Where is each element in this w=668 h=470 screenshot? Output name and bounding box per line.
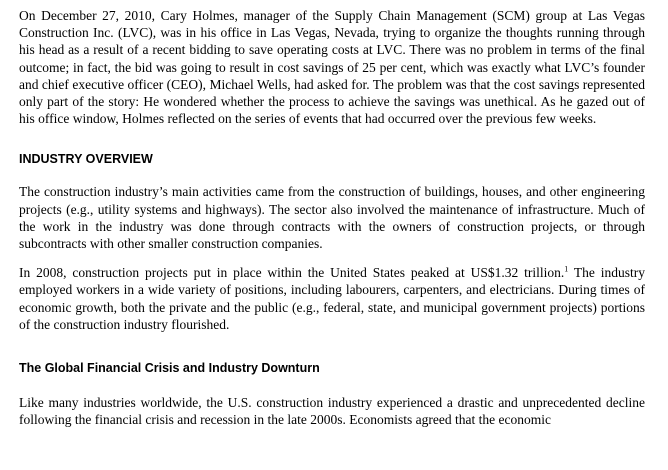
industry-activities-paragraph: The construction industry’s main activities came from the construction of buildings, houses, and other engineering projects (e.g., utility systems and highways). The sector also involved the maintenance of infrastructure. Much of the work in the industry was done through contracts with the owners of construction projects, or through subcontracts with other smaller construction companies. [19,184,645,252]
intro-paragraph: On December 27, 2010, Cary Holmes, manager of the Supply Chain Management (SCM) group at Las Vegas Construction Inc. (LVC), was in his office in Las Vegas, Nevada, trying to organize the thoughts running through his head as a result of a recent bidding to save operating costs at LVC. There was no problem in terms of the final outcome; in fact, the bid was going to result in cost savings of 25 per cent, which was exactly what LVC’s founder and chief executive officer (CEO), Michael Wells, had asked for. The problem was that the cost savings represented only part of the story: He wondered whether the process to achieve the savings was unethical. As he gazed out of his office window, Holmes reflected on the series of events that had occurred over the previous few weeks. [19,8,645,127]
global-crisis-heading: The Global Financial Crisis and Industry Downturn [19,361,320,376]
industry-size-paragraph [19,264,645,333]
document-page [19,7,645,428]
global-crisis-paragraph: Like many industries worldwide, the U.S. construction industry experienced a drastic and unprecedented decline following the financial crisis and recession in the late 2000s. Economists agreed that the economic [19,395,645,428]
industry-overview-heading: INDUSTRY OVERVIEW [19,152,153,167]
industry-size-text-start: In 2008, construction projects put in place within the United States peaked at US$1.32 trillion. [19,265,565,281]
industry-size-text-end: The industry employed workers in a wide variety of positions, including labourers, carpenters, and electricians. During times of economic growth, both the private and the public (e.g., federal, state, and municipal government projects) portions of the construction industry flourished. [19,265,646,332]
footnote-marker: 1 [564,264,569,274]
